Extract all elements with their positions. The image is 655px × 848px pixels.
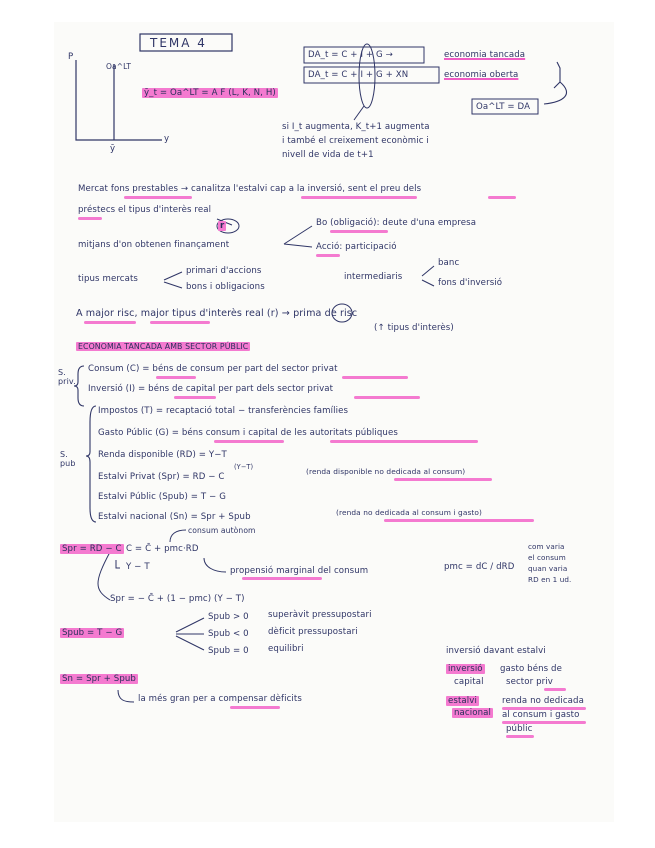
page-title: TEMA 4 — [150, 36, 207, 50]
axis-p-label: P — [68, 52, 74, 62]
bracket-arrow — [544, 62, 567, 104]
pmc-note-4: RD en 1 ud. — [528, 575, 572, 584]
da-open-formula: DA_t = C + I + G + XN — [308, 70, 409, 80]
mercat-line-1: Mercat fons prestables → canalitza l'estalvi cap a la inversió, sent el preu dels — [78, 184, 422, 194]
spub-positive: Spub > 0 — [208, 612, 249, 622]
gasto-definition: Gasto Públic (G) = béns consum i capital de les autoritats públiques — [98, 428, 398, 438]
impostos-definition: Impostos (T) = recaptació total − transferències famílies — [98, 406, 349, 416]
ie-inv-desc-2: capital — [454, 677, 484, 687]
ie-inv-desc-3: sector priv — [506, 677, 553, 687]
renda-definition: Renda disponible (RD) = Y−T — [98, 450, 227, 460]
investment-note-2: i també el creixement econòmic i — [282, 136, 429, 146]
spub-brace — [86, 406, 96, 522]
ie-est-desc-2: al consum i gasto — [502, 710, 580, 720]
ie-inv-desc-1: gasto béns de — [500, 664, 562, 674]
spr-heading: Spr = RD − C — [62, 544, 122, 554]
curve-label: Oa^LT — [106, 62, 132, 71]
pmc-note-2: el consum — [528, 553, 566, 562]
spub-negative: Spub < 0 — [208, 629, 249, 639]
estalvi-privat-sup: (Y−T) — [234, 463, 254, 471]
spr-arrows — [98, 550, 120, 600]
bons-label: bons i obligacions — [186, 282, 265, 292]
consum-definition: Consum (C) = béns de consum per part del sector privat — [88, 364, 338, 374]
estalvi-privat-note: (renda disponible no dedicada al consum) — [306, 467, 466, 476]
spub-negative-label: dèficit pressupostari — [268, 627, 358, 637]
r-symbol: r — [220, 221, 225, 231]
spub-arrows — [176, 618, 204, 650]
ie-inversio: inversió — [448, 664, 483, 674]
banc-label: banc — [438, 258, 460, 268]
estalvi-nacional-note: (renda no dedicada al consum i gasto) — [336, 508, 483, 517]
da-closed-formula: DA_t = C + I + G → — [308, 50, 393, 60]
spub-zero-label: equilibri — [268, 644, 304, 654]
ie-est-desc-1: renda no dedicada — [502, 696, 584, 706]
section-title-economia: ECONOMIA TANCADA AMB SECTOR PÚBLIC — [78, 342, 249, 351]
investment-note-1: si I_t augmenta, K_t+1 augmenta — [282, 122, 430, 132]
ie-estalvi: estalvi — [448, 696, 477, 706]
pmc-formula: pmc = dC / dRD — [444, 562, 515, 572]
consum-autonom-label: consum autònom — [188, 526, 256, 535]
ie-estalvi-2: nacional — [454, 708, 491, 718]
da-closed-label: economia tancada — [444, 50, 526, 60]
spr-formula: Spr = − C̄ + (1 − pmc) (Y − T) — [110, 594, 245, 604]
risc-note: (↑ tipus d'interès) — [374, 323, 454, 333]
sn-note: la més gran per a compensar dèficits — [138, 694, 302, 704]
axis-y-label: y — [164, 134, 170, 144]
fons-inversio-label: fons d'inversió — [438, 278, 503, 288]
estalvi-public-definition: Estalvi Públic (Spub) = T − G — [98, 492, 226, 502]
intermediaris-arrows — [422, 266, 434, 286]
tipus-mercats-label: tipus mercats — [78, 274, 139, 284]
equilibrium-formula: Oa^LT = DA — [476, 102, 531, 112]
ie-title: inversió davant estalvi — [446, 646, 546, 656]
bo-definition: Bo (obligació): deute d'una empresa — [316, 218, 477, 228]
mitjans-label: mitjans d'on obtenen finançament — [78, 240, 230, 250]
spub-heading: Spub = T − G — [62, 628, 123, 638]
risc-line: A major risc, major tipus d'interès real (r) → prima de risc — [76, 308, 358, 319]
accio-definition: Acció: participació — [316, 242, 397, 252]
investment-note-3: nivell de vida de t+1 — [282, 150, 374, 160]
s-priv-label: S. priv. — [58, 368, 76, 386]
axis-ybar-label: ȳ — [110, 144, 116, 154]
spub-positive-label: superàvit pressupostari — [268, 610, 372, 620]
pmc-note-1: com varia — [528, 542, 565, 551]
graph-axes — [76, 60, 162, 140]
note-arrow — [354, 106, 364, 120]
ie-est-desc-3: públic — [506, 724, 533, 734]
propensio-label: propensió marginal del consum — [230, 566, 369, 576]
da-open-label: economia oberta — [444, 70, 519, 80]
s-pub-label: S. pub — [60, 450, 76, 468]
estalvi-privat-definition: Estalvi Privat (Spr) = RD − C — [98, 472, 225, 482]
y-minus-t: Y − T — [126, 562, 150, 572]
estalvi-nacional-definition: Estalvi nacional (Sn) = Spr + Spub — [98, 512, 251, 522]
supply-equation: ȳ_t = Oa^LT = A F (L, K, N, H) — [144, 88, 276, 98]
notebook-page — [54, 22, 614, 822]
c-formula: C = C̄ + pmc·RD — [126, 544, 199, 554]
spub-zero: Spub = 0 — [208, 646, 249, 656]
sn-arrow — [118, 690, 134, 702]
mercat-line-2: préstecs el tipus d'interès real — [78, 205, 212, 215]
pmc-note-3: quan varia — [528, 564, 568, 573]
intermediaris-label: intermediaris — [344, 272, 403, 282]
primari-label: primari d'accions — [186, 266, 262, 276]
sn-heading: Sn = Spr + Spub — [62, 674, 136, 684]
inversio-definition: Inversió (I) = béns de capital per part dels sector privat — [88, 384, 334, 394]
tipus-arrows — [164, 272, 182, 288]
